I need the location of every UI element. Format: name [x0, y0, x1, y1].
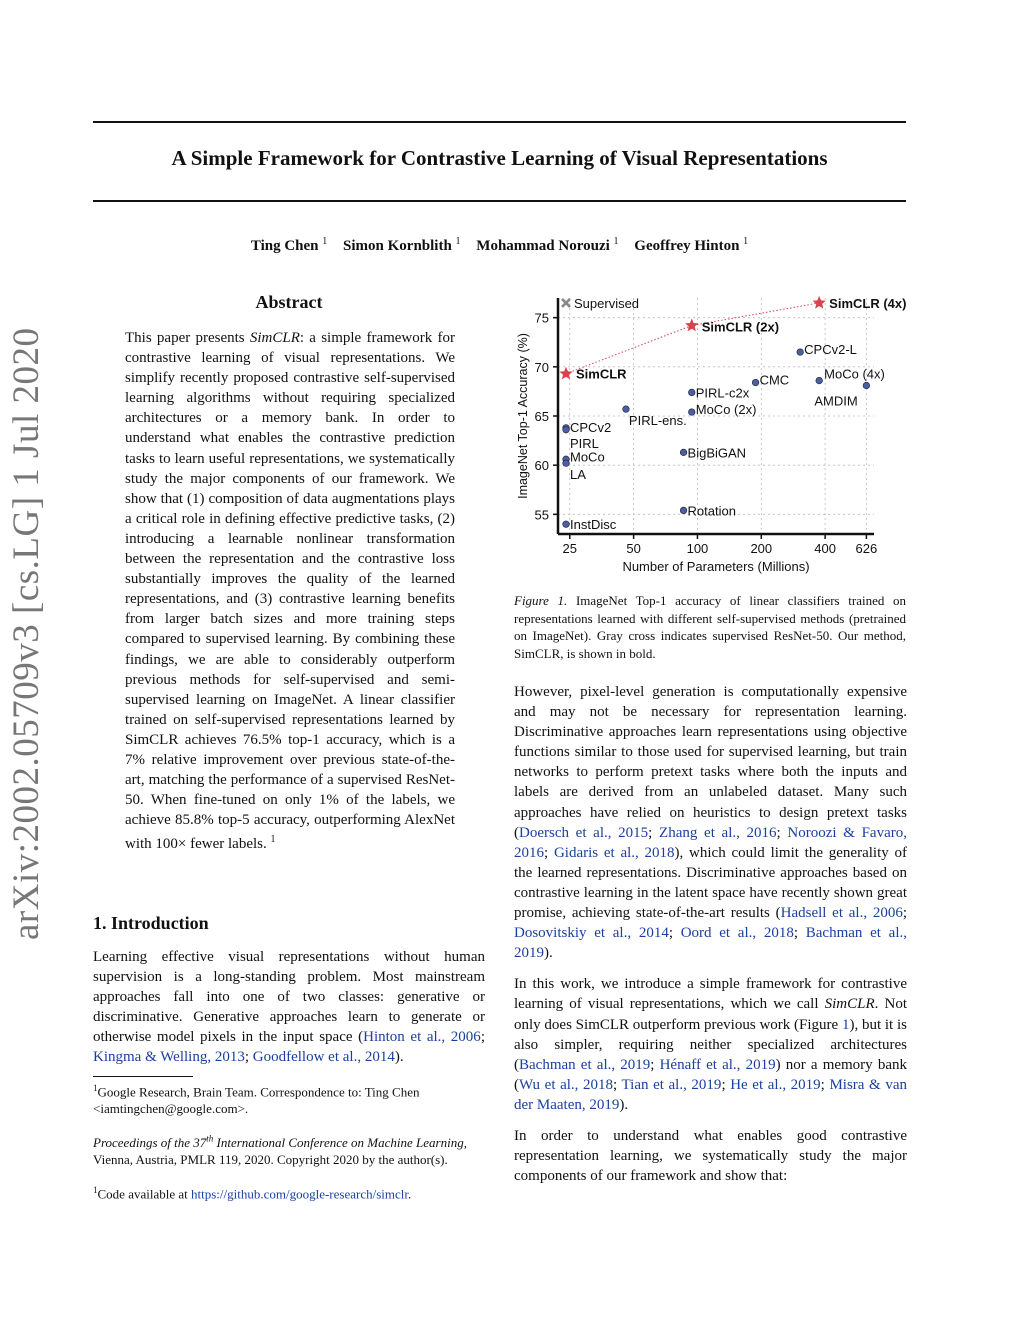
simclr-trend-line: [566, 303, 819, 374]
supervised-cross-marker: [562, 299, 570, 307]
figure-caption: Figure 1. ImageNet Top-1 accuracy of linear classifiers trained on representations learned with different self-supervised methods (pretrained on ImageNet). Gray cross indicates supervised ResNet-50. Our method, SimCLR, is shown in bold.: [514, 593, 906, 661]
citation-link[interactable]: Doersch et al., 2015: [519, 824, 649, 841]
x-tick-label: 200: [750, 541, 773, 556]
point-label: MoCo: [570, 449, 605, 465]
point-label: MoCo (4x): [824, 366, 885, 382]
right-column-text: [514, 682, 907, 1197]
intro-paragraph: Learning effective visual representations without human supervision is a long-standing problem. Most mainstream approaches fall into one of two classes: generative or discriminative. Generative approaches learn to generate or otherwise model pixels in the input space (Hinton et al., 2006; Kingma & Welling, 2013; Goodfellow et al., 2014).: [93, 949, 485, 1066]
data-point: [863, 382, 870, 389]
citation-link[interactable]: Bachman et al., 2019: [519, 1056, 651, 1073]
citation-link[interactable]: Hénaff et al., 2019: [659, 1056, 776, 1073]
data-point: [623, 406, 630, 413]
simclr-star-marker: [559, 367, 572, 380]
point-label: PIRL-c2x: [695, 385, 750, 401]
paragraph: In order to understand what enables good contrastive representation learning, we systematically study the major components of our framework and show that:: [514, 1127, 907, 1185]
footnote-rule: [93, 1076, 193, 1077]
data-point: [752, 379, 759, 386]
point-label: PIRL: [570, 435, 599, 451]
x-tick-label: 50: [626, 541, 641, 556]
point-label: LA: [570, 467, 586, 483]
author: Simon Kornblith $^1$: [343, 236, 461, 254]
data-point: [563, 460, 570, 467]
author: Ting Chen $^1$: [250, 236, 328, 254]
simclr-star-marker: [685, 319, 698, 332]
citation-link[interactable]: Misra & van der Maaten, 2019: [514, 1076, 907, 1113]
data-point: [797, 349, 804, 356]
point-label: CPCv2: [570, 419, 612, 435]
point-label: SimCLR (2x): [701, 319, 780, 335]
author-list: [93, 236, 906, 255]
point-label: Supervised: [574, 295, 640, 311]
citation-link[interactable]: Zhang et al., 2016: [659, 824, 777, 841]
point-label: MoCo (2x): [695, 402, 757, 418]
point-label: SimCLR (4x): [829, 295, 907, 311]
y-tick-label: 75: [534, 310, 549, 326]
author: Geoffrey Hinton $^1$: [634, 236, 749, 254]
simclr-star-marker: [813, 296, 826, 309]
y-axis-label: ImageNet Top-1 Accuracy (%): [516, 333, 530, 499]
citation-link[interactable]: Hinton et al., 2006: [363, 1029, 481, 1046]
citation-link[interactable]: Hadsell et al., 2006: [780, 905, 903, 922]
arxiv-stamp: arXiv:2002.05709v3 [cs.LG] 1 Jul 2020: [6, 327, 47, 940]
section-heading-introduction: 1. Introduction: [93, 913, 209, 933]
paragraph: In this work, we introduce a simple framework for contrastive learning of visual representations, which we call SimCLR. Not only does SimCLR outperform previous work (Figure 1), but it is also simpler, requiring neither specialized architectures (Bachman et al., 2019; Hénaff et al., 2019) nor a memory bank (Wu et al., 2018; Tian et al., 2019; He et al., 2019; Misra & van der Maaten, 2019).: [514, 976, 908, 1113]
y-tick-label: 65: [534, 409, 549, 424]
point-label: SimCLR: [576, 366, 627, 382]
figure-ref-link[interactable]: 1: [841, 1016, 850, 1033]
citation-link[interactable]: Kingma & Welling, 2013: [93, 1049, 245, 1066]
footnote-affiliation: $^1$Google Research, Brain Team. Correspondence to: Ting Chen <iamtingchen@google.com>.: [93, 1083, 420, 1117]
footnote-code: $^1$Code available at https://github.com/google-research/simclr.: [93, 1185, 412, 1202]
x-tick-label: 100: [686, 541, 709, 556]
data-point: [680, 507, 687, 514]
y-tick-label: 60: [534, 458, 549, 474]
y-tick-label: 70: [534, 359, 549, 375]
citation-link[interactable]: Bachman et al., 2019: [514, 925, 907, 962]
point-label: PIRL-ens.: [628, 413, 687, 429]
x-axis-label: Number of Parameters (Millions): [622, 559, 810, 574]
point-label: AMDIM: [814, 393, 858, 409]
figure-1-chart: [512, 290, 912, 580]
point-label: BigBiGAN: [687, 445, 747, 461]
citation-link[interactable]: Gidaris et al., 2018: [553, 844, 675, 861]
point-label: InstDisc: [570, 517, 617, 533]
citation-link[interactable]: Dosovitskiy et al., 2014: [514, 925, 669, 942]
point-label: Rotation: [687, 503, 736, 519]
abstract-heading: Abstract: [255, 292, 323, 312]
citation-link[interactable]: Tian et al., 2019: [621, 1076, 722, 1093]
data-point: [563, 521, 570, 528]
point-label: CPCv2-L: [804, 342, 857, 358]
paragraph: However, pixel-level generation is computationally expensive and may not be necessary for representation learning. Discriminative approaches learn representations using objective functions similar to those used for supervised learning, but train networks to perform pretext tasks where both the inputs and labels are derived from an unlabeled dataset. Many such approaches have relied on heuristics to design pretext tasks (Doersch et al., 2015; Zhang et al., 2016; Noroozi & Favaro, 2016; Gidaris et al., 2018), which could limit the generality of the learned representations. Discriminative approaches based on contrastive learning in the latent space have recently shown great promise, achieving state-of-the-art results (Hadsell et al., 2006; Dosovitskiy et al., 2014; Oord et al., 2018; Bachman et al., 2019).: [514, 684, 907, 962]
title-bottom-rule: [93, 200, 906, 202]
data-point: [680, 449, 687, 456]
x-tick-label: 25: [562, 541, 578, 556]
abstract-body: This paper presents SimCLR: a simple framework for contrastive learning of visual representations. We simplify recently proposed contrastive self-supervised learning algorithms without requiring specialized architectures or a memory bank. In order to understand what enables the contrastive prediction tasks to learn useful representations, we systematically study the major components of our framework. We show that (1) composition of data augmentations plays a critical role in defining effective predictive tasks, (2) introducing a learnable nonlinear transformation between the representation and the contrastive loss substantially improves the quality of the learned representations, and (3) contrastive learning benefits from larger batch sizes and more training steps compared to supervised learning. By combining these findings, we are able to considerably outperform previous methods for self-supervised and semi-supervised learning on ImageNet. A linear classifier trained on self-supervised representations learned by SimCLR achieves 76.5% top-1 accuracy, which is a 7% relative improvement over previous state-of-the-art, matching the performance of a supervised ResNet-50. When fine-tuned on only 1% of the labels, we achieve 85.8% top-5 accuracy, outperforming AlexNet with 100× fewer labels. $^1$: [125, 330, 455, 853]
paper-title: A Simple Framework for Contrastive Learning of Visual Representations: [171, 146, 828, 170]
y-tick-label: 55: [534, 507, 549, 523]
x-tick-label: 626: [855, 541, 878, 556]
data-point: [688, 409, 695, 416]
citation-link[interactable]: Wu et al., 2018: [519, 1076, 614, 1093]
author: Mohammad Norouzi $^1$: [476, 236, 619, 254]
code-link[interactable]: https://github.com/google-research/simclr: [191, 1186, 408, 1202]
data-point: [688, 389, 695, 396]
citation-link[interactable]: Oord et al., 2018: [680, 925, 794, 942]
data-point: [563, 426, 570, 433]
proceedings-note: Proceedings of the 37th International Conference on Machine Learning, Vienna, Austria, PMLR 119, 2020. Copyright 2020 by the author(s).: [93, 1134, 467, 1168]
citation-link[interactable]: He et al., 2019: [730, 1076, 821, 1093]
data-point: [816, 377, 823, 384]
point-label: CMC: [759, 372, 790, 388]
citation-link[interactable]: Goodfellow et al., 2014: [252, 1049, 395, 1066]
x-tick-label: 400: [814, 541, 836, 556]
citation-link[interactable]: Noroozi & Favaro, 2016: [514, 824, 907, 861]
top-rule: [93, 121, 906, 123]
